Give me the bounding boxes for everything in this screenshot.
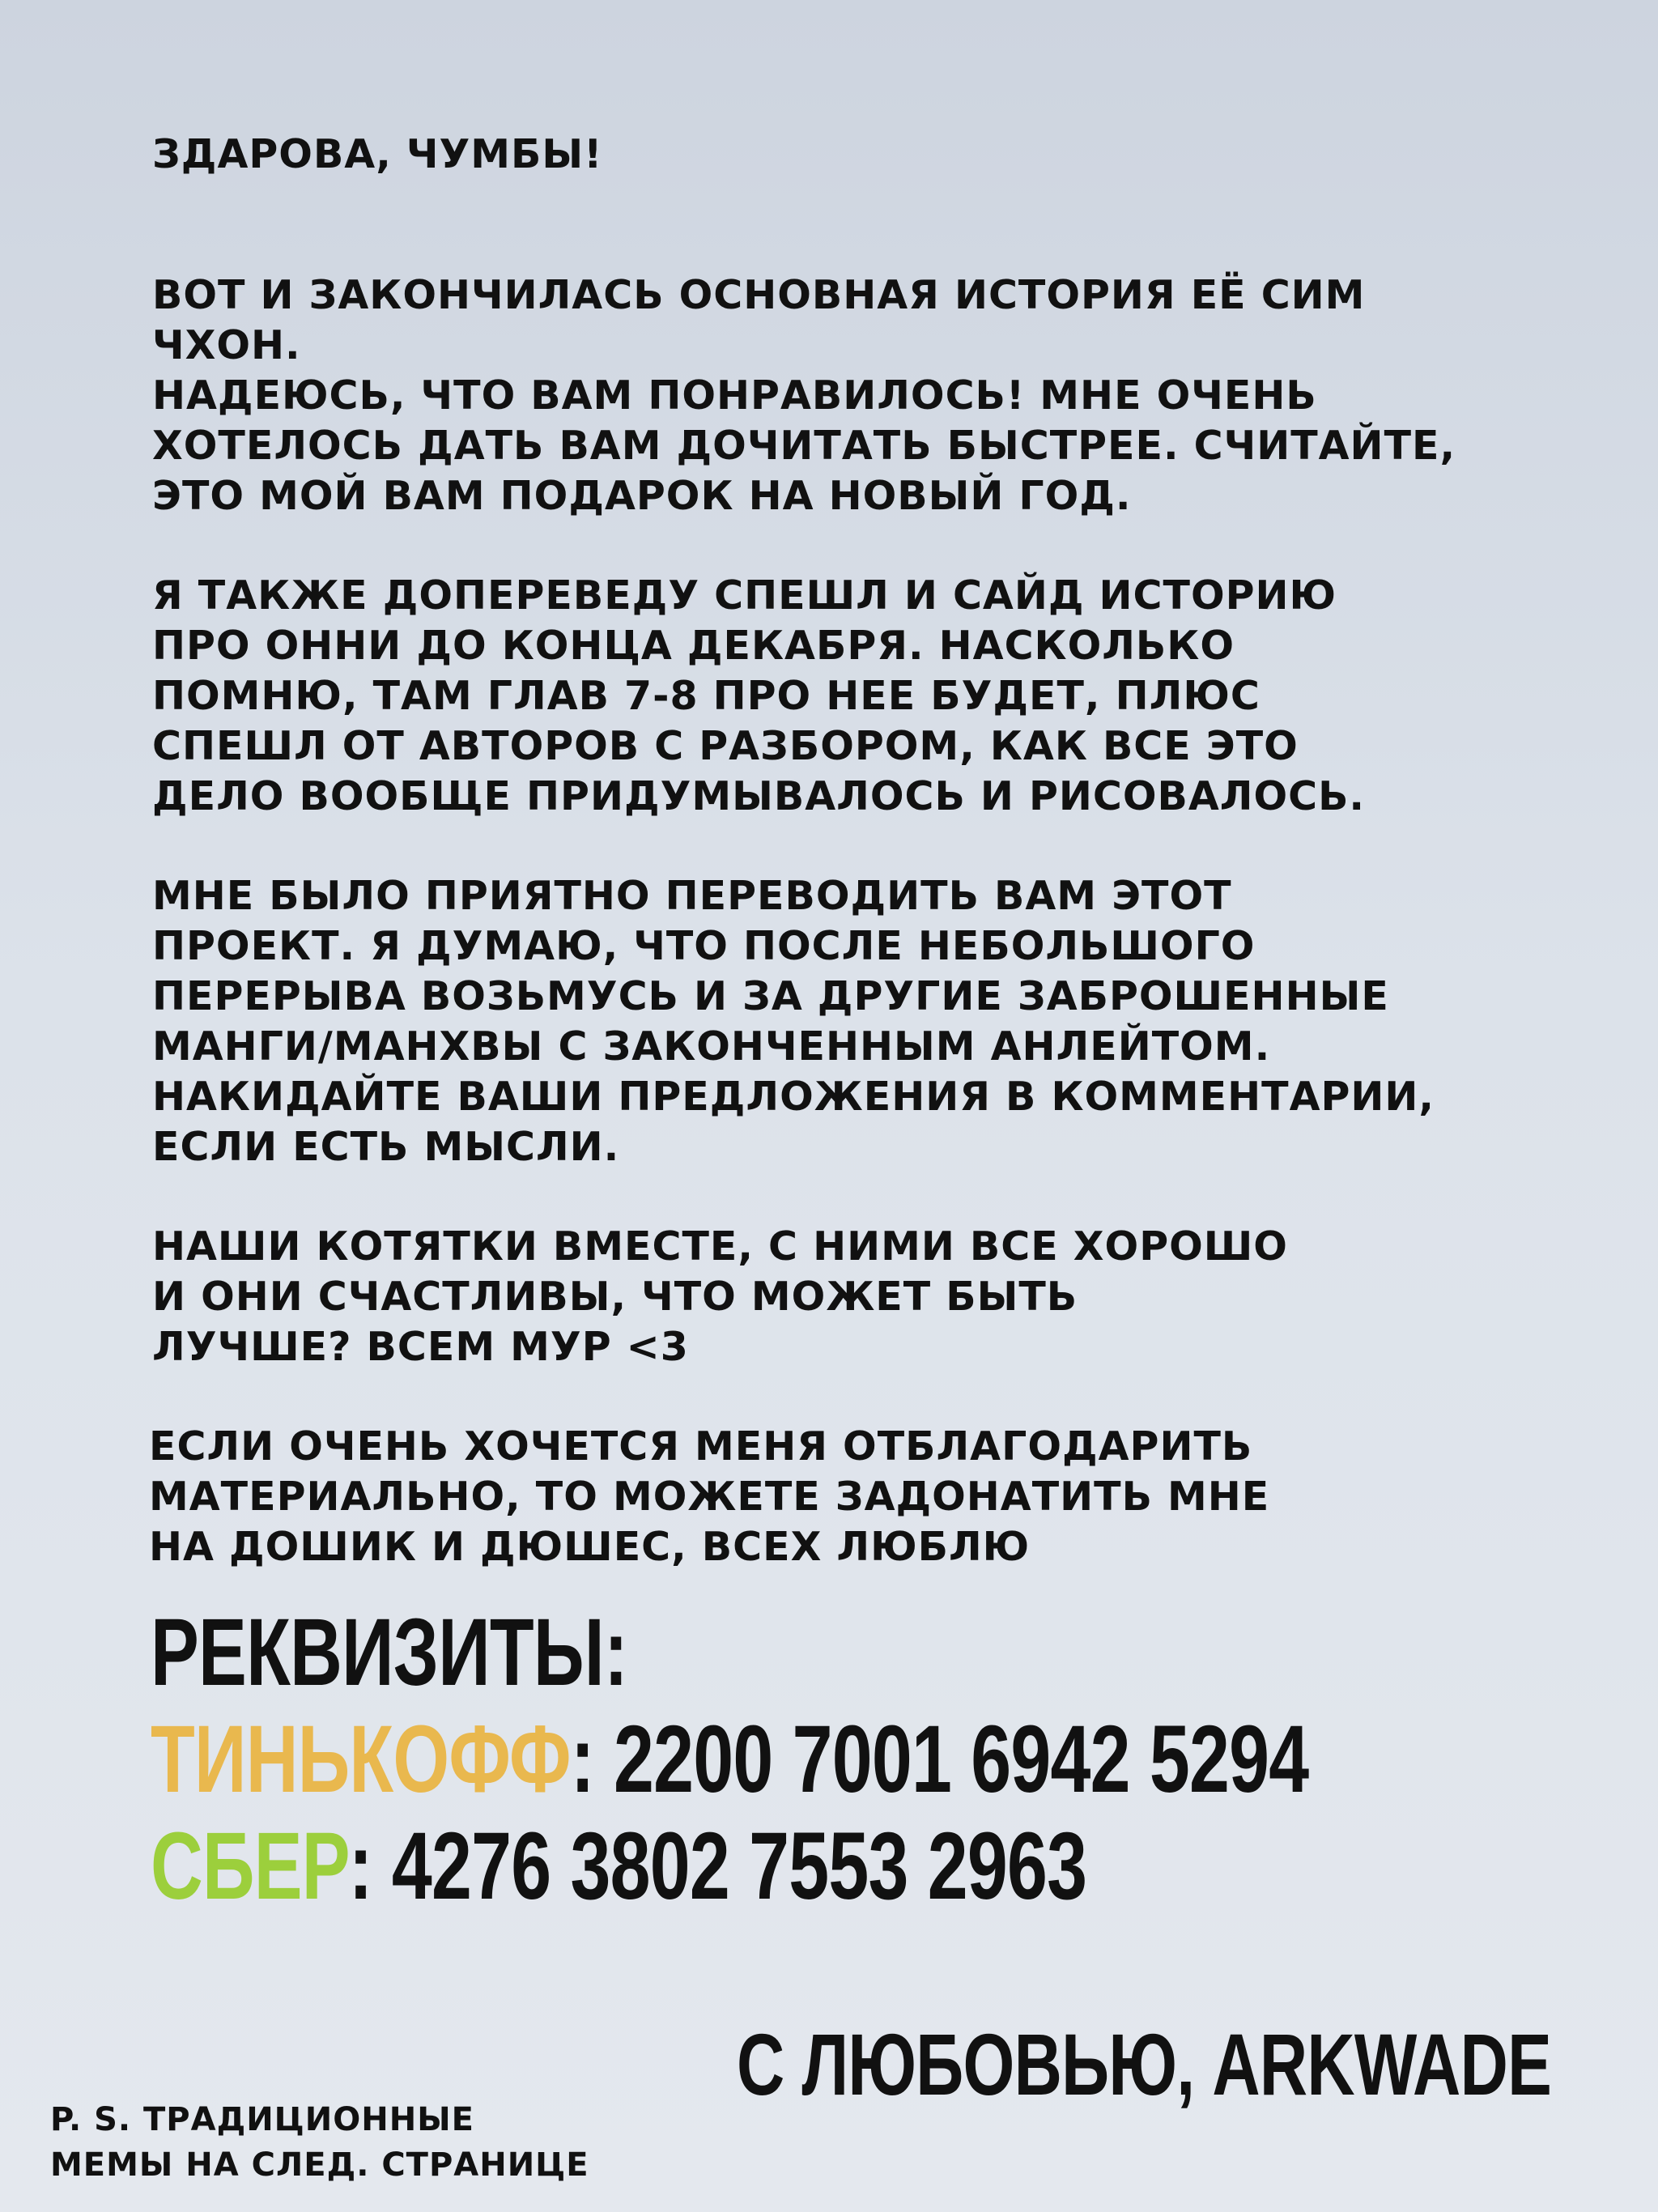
paragraph-kittens: НАШИ КОТЯТКИ ВМЕСТЕ, С НИМИ ВСЕ ХОРОШО И ОНИ СЧАСТЛИВЫ, ЧТО МОЖЕТ БЫТЬ ЛУЧШЕ? ВСЕМ МУР <3 — [152, 1223, 1288, 1370]
paragraph-story-ended: ВОТ И ЗАКОНЧИЛАСЬ ОСНОВНАЯ ИСТОРИЯ ЕЁ СИМ ЧХОН. НАДЕЮСЬ, ЧТО ВАМ ПОНРАВИЛОСЬ! МНЕ ОЧЕНЬ ХОТЕЛОСЬ ДАТЬ ВАМ ДОЧИТАТЬ БЫСТРЕЕ. СЧИТАЙТЕ, ЭТО МОЙ ВАМ ПОДАРОК НА НОВЫЙ ГОД. — [152, 272, 1456, 519]
requisites-block — [151, 1599, 1308, 1920]
greeting-text: ЗДАРОВА, ЧУМБЫ! — [152, 131, 603, 177]
signature: С ЛЮБОВЬЮ, ARKWADE — [737, 2015, 1552, 2113]
tinkoff-line — [151, 1706, 1308, 1813]
paragraph-donation: ЕСЛИ ОЧЕНЬ ХОЧЕТСЯ МЕНЯ ОТБЛАГОДАРИТЬ МАТЕРИАЛЬНО, ТО МОЖЕТЕ ЗАДОНАТИТЬ МНЕ НА ДОШИК И ДЮШЕС, ВСЕХ ЛЮБЛЮ — [149, 1423, 1270, 1570]
letter-body — [149, 130, 1528, 1622]
paragraph-next-projects: МНЕ БЫЛО ПРИЯТНО ПЕРЕВОДИТЬ ВАМ ЭТОТ ПРОЕКТ. Я ДУМАЮ, ЧТО ПОСЛЕ НЕБОЛЬШОГО ПЕРЕРЫВА ВОЗЬМУСЬ И ЗА ДРУГИЕ ЗАБРОШЕННЫЕ МАНГИ/МАНХВЫ С ЗАКОНЧЕННЫМ АНЛЕЙТОМ. НАКИДАЙТЕ ВАШИ ПРЕДЛОЖЕНИЯ В КОММЕНТАРИИ, ЕСЛИ ЕСТЬ МЫСЛИ. — [152, 873, 1435, 1170]
paragraph-specials: Я ТАКЖЕ ДОПЕРЕВЕДУ СПЕШЛ И САЙД ИСТОРИЮ ПРО ОННИ ДО КОНЦА ДЕКАБРЯ. НАСКОЛЬКО ПОМНЮ, ТАМ ГЛАВ 7-8 ПРО НЕЕ БУДЕТ, ПЛЮС СПЕШЛ ОТ АВТОРОВ С РАЗБОРОМ, КАК ВСЕ ЭТО ДЕЛО ВООБЩЕ ПРИДУМЫВАЛОСЬ И РИСОВАЛОСЬ. — [152, 572, 1366, 819]
sber-line — [151, 1813, 1308, 1920]
tinkoff-separator: : — [570, 1706, 594, 1813]
sber-card-number: 4276 3802 7553 2963 — [372, 1813, 1087, 1920]
tinkoff-card-number: 2200 7001 6942 5294 — [593, 1706, 1309, 1813]
sber-bank-name: СБЕР — [151, 1813, 349, 1920]
sber-separator: : — [348, 1813, 372, 1920]
requisites-heading: РЕКВИЗИТЫ: — [151, 1599, 628, 1706]
postscript: P. S. ТРАДИЦИОННЫЕ МЕМЫ НА СЛЕД. СТРАНИЦЕ — [50, 2101, 589, 2184]
tinkoff-bank-name: ТИНЬКОФФ — [151, 1706, 571, 1813]
